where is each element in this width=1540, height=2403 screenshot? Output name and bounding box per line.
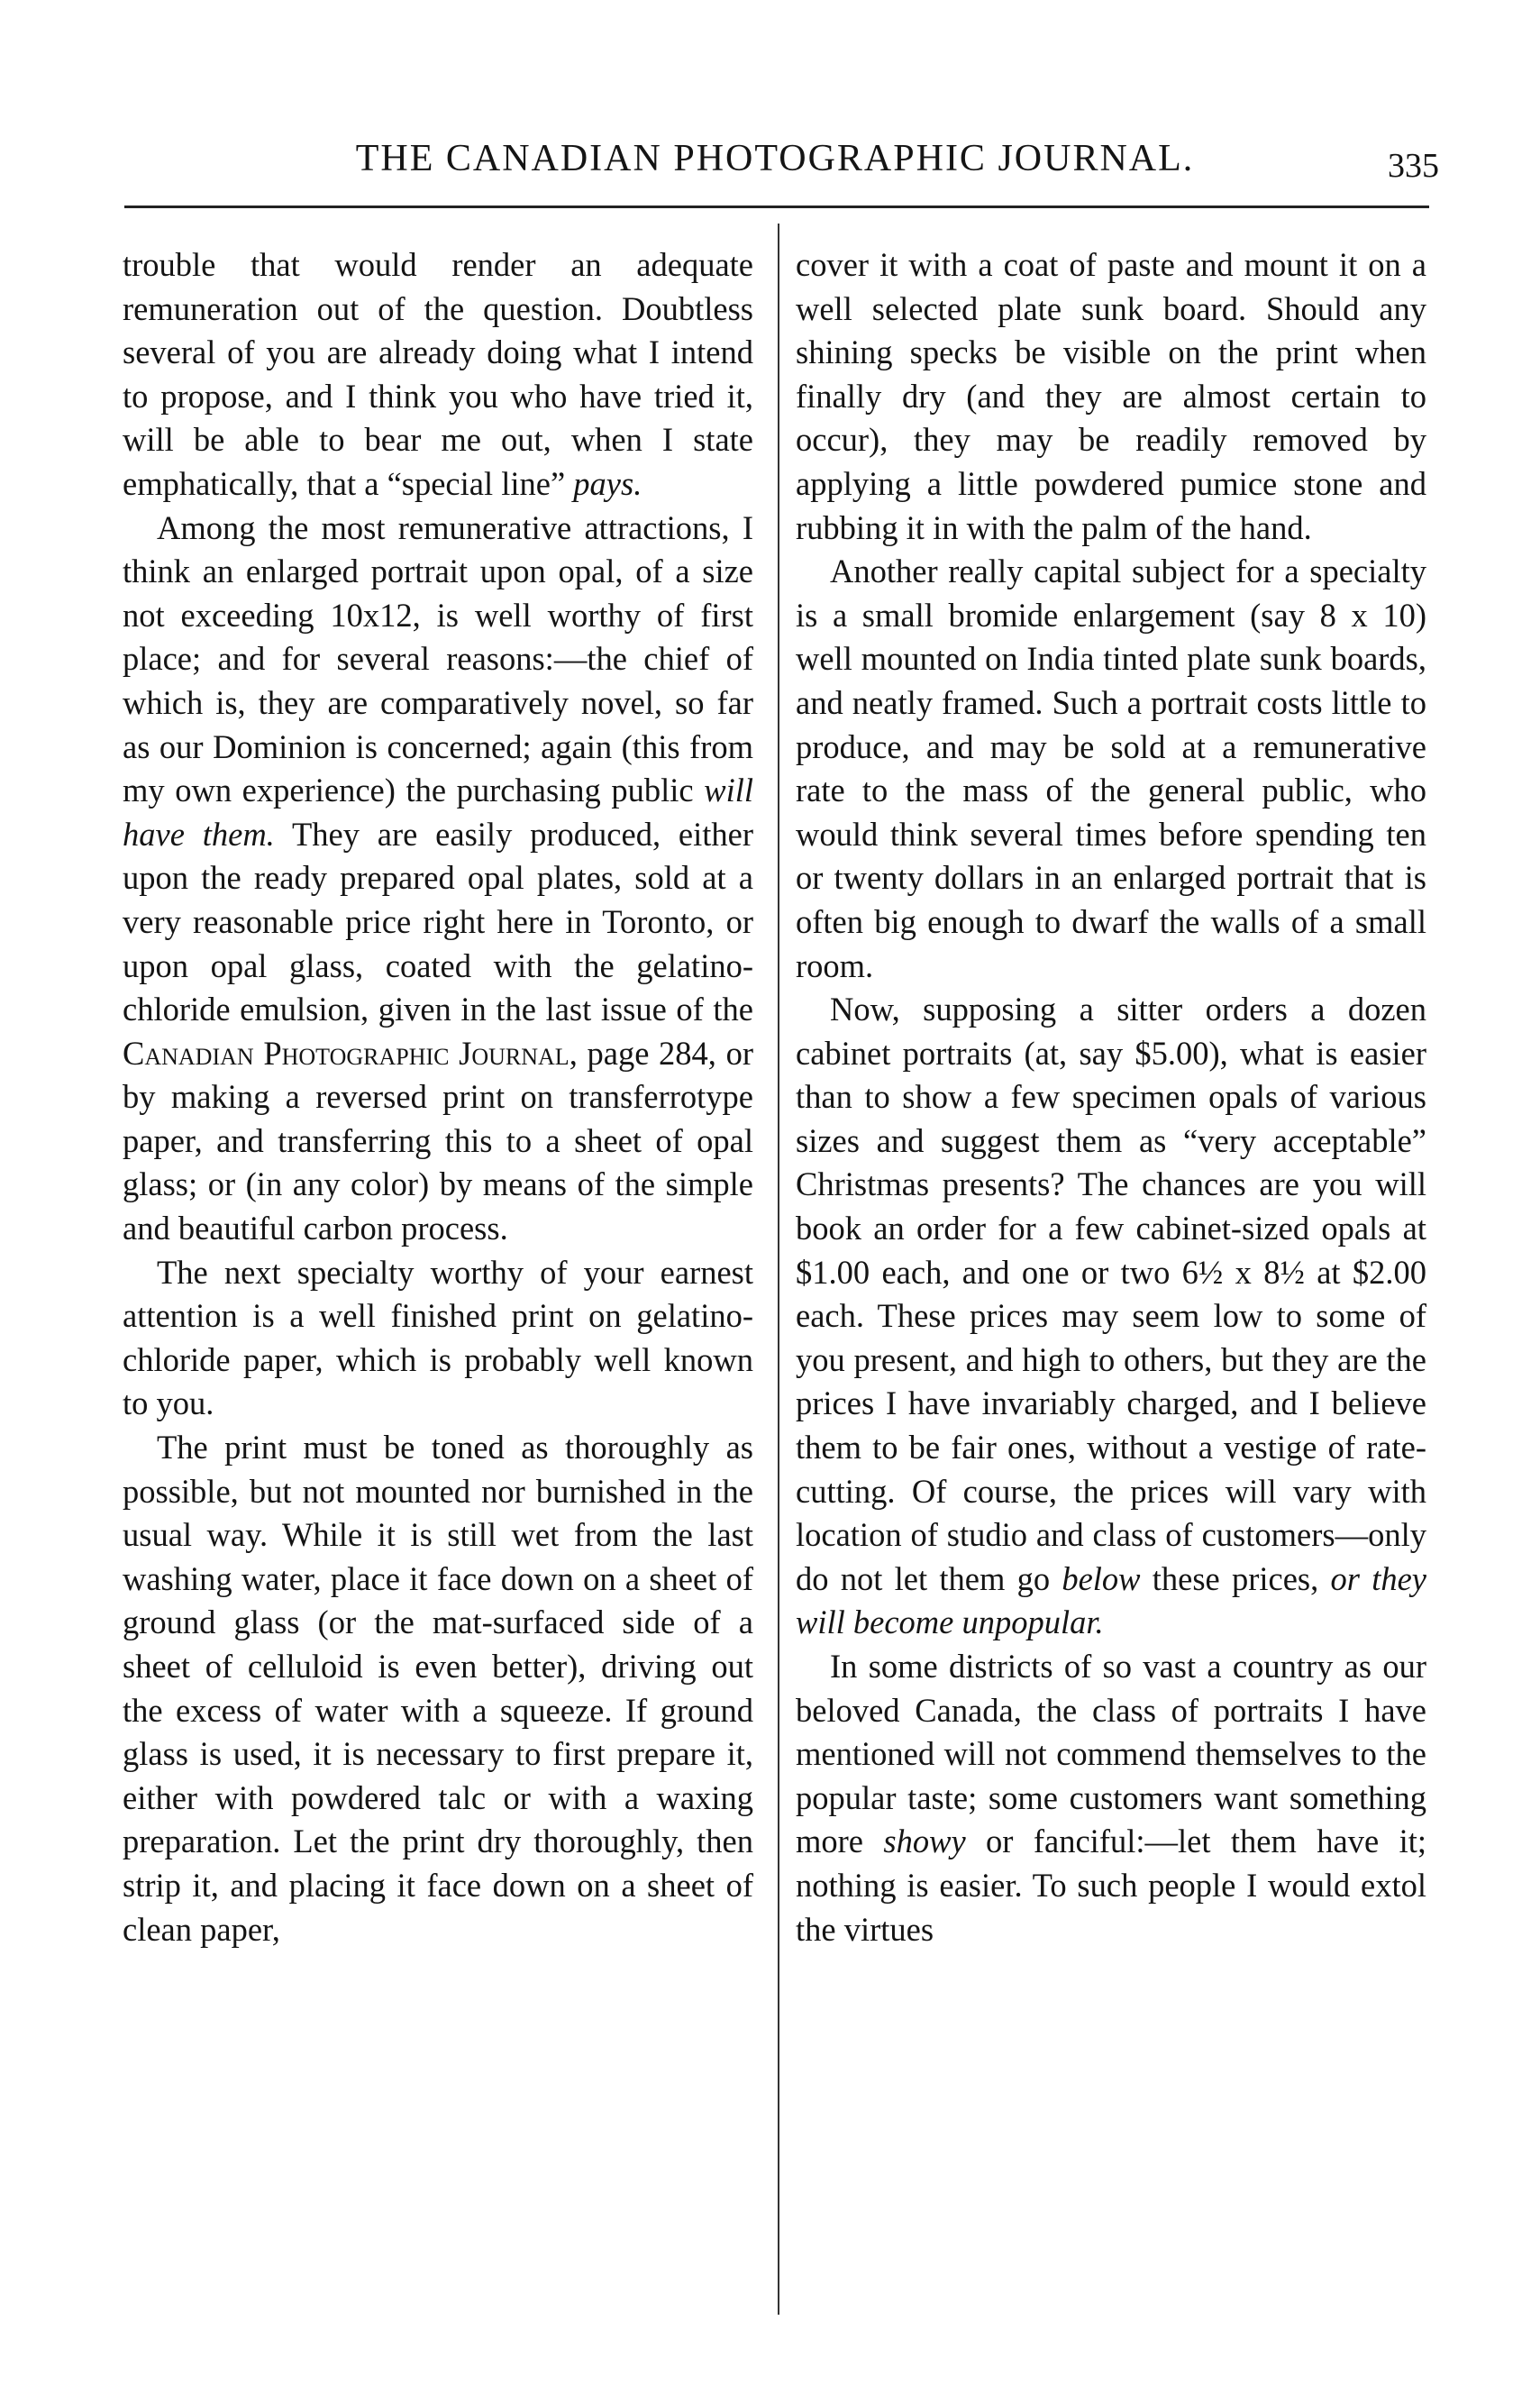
page-number: 335 — [1388, 147, 1439, 185]
right-paragraph-1: cover it with a coat of paste and mount it on a well selected plate sunk board. Should any shining specks be visible on the print when finally dry (and they are almost certain to occur), they may be readily removed by applying a little powdered pumice stone and rubbing it in with the palm of the hand. — [796, 246, 1426, 546]
column-divider — [778, 224, 779, 2315]
journal-name-smallcaps: Canadian Photographic Journal — [123, 1034, 570, 1072]
italic-run: or they will become unpopular. — [796, 1559, 1426, 1641]
running-title: THE CANADIAN PHOTOGRAPHIC JOURNAL. — [355, 138, 1195, 179]
right-paragraph-2: Another really capital subject for a specialty is a small bromide enlargement (say 8 x 10) well mounted on India tinted plate sunk boards, and neatly framed. Such a portrait costs little to produce, and may be sold at a remunerative rate to the mass of the general public, who would think several times before spending ten or twenty dollars in an enlarged portrait that is often big enough to dwarf the walls of a small room. — [796, 553, 1426, 984]
right-column — [796, 243, 1426, 1951]
text-run: They are easily produced, either upon the ready prepared opal plates, sold at a very reasonable price right here in Toronto, or upon opal glass, coated with the gelatino-chloride emulsion, given in the last issue of the — [123, 815, 753, 1028]
text-run: , page 284, or by making a reversed print on transferrotype paper, and transferring this to a sheet of opal glass; or (in any color) by means of the simple and beautiful carbon process. — [123, 1034, 753, 1247]
text-run: Among the most remunerative attractions, I think an enlarged portrait upon opal, of a size not exceeding 10x12, is well worthy of first place; and for several reasons:—the chief of which is, they are comparatively novel, so far as our Dominion is concerned; again (this from my own experience) the purchasing public — [123, 508, 753, 809]
left-column — [123, 243, 753, 1951]
left-paragraph-4: The print must be toned as thoroughly as possible, but not mounted nor burnished in the usual way. While it is still wet from the last washing water, place it face down on a sheet of ground glass (or the mat-surfaced side of a sheet of celluloid is even better), driving out the excess of water with a squeeze. If ground glass is used, it is necessary to first prepare it, either with powdered talc or with a waxing preparation. Let the print dry thoroughly, then strip it, and placing it face down on a sheet of clean paper, — [123, 1429, 753, 1948]
text-run: Now, supposing a sitter orders a dozen cabinet portraits (at, say $5.00), what is easier than to show a few specimen opals of various sizes and suggest them as “very acceptable” Christmas presents? The chances are you will book an order for a few cabinet-sized opals at $1.00 each, and one or two 6½ x 8½ at $2.00 each. These prices may seem low to some of you present, and high to others, but they are the prices I have invariably charged, and I believe them to be fair ones, without a vestige of rate-cutting. Of course, the prices will vary with location of studio and class of customers—only do not let them go — [796, 991, 1426, 1597]
text-run: these prices, — [1140, 1559, 1331, 1597]
italic-run: will have them. — [123, 772, 753, 853]
italic-run: below — [1062, 1559, 1141, 1597]
text-run: In some districts of so vast a country as our beloved Canada, the class of portraits I have mentioned will not commend themselves to the popular taste; some customers want something more — [796, 1648, 1426, 1860]
text-run: trouble that would render an adequate remuneration out of the question. Doubtless several of you are already doing what I intend to propose, and I think you who have tried it, will be able to bear me out, when I state emphatically, that a “special line” — [123, 246, 753, 502]
italic-run: showy — [883, 1823, 966, 1860]
header-rule — [124, 206, 1429, 208]
right-paragraph-3 — [796, 988, 1426, 1645]
left-paragraph-1 — [123, 243, 753, 507]
left-paragraph-3: The next specialty worthy of your earnest attention is a well finished print on gelatino-chloride paper, which is probably well known to you. — [123, 1253, 753, 1422]
italic-run: pays. — [573, 464, 642, 502]
left-paragraph-2 — [123, 507, 753, 1251]
text-run: or fanciful:—let them have it; nothing is easier. To such people I would extol the virtues — [796, 1823, 1427, 1948]
right-paragraph-4 — [796, 1645, 1426, 1951]
